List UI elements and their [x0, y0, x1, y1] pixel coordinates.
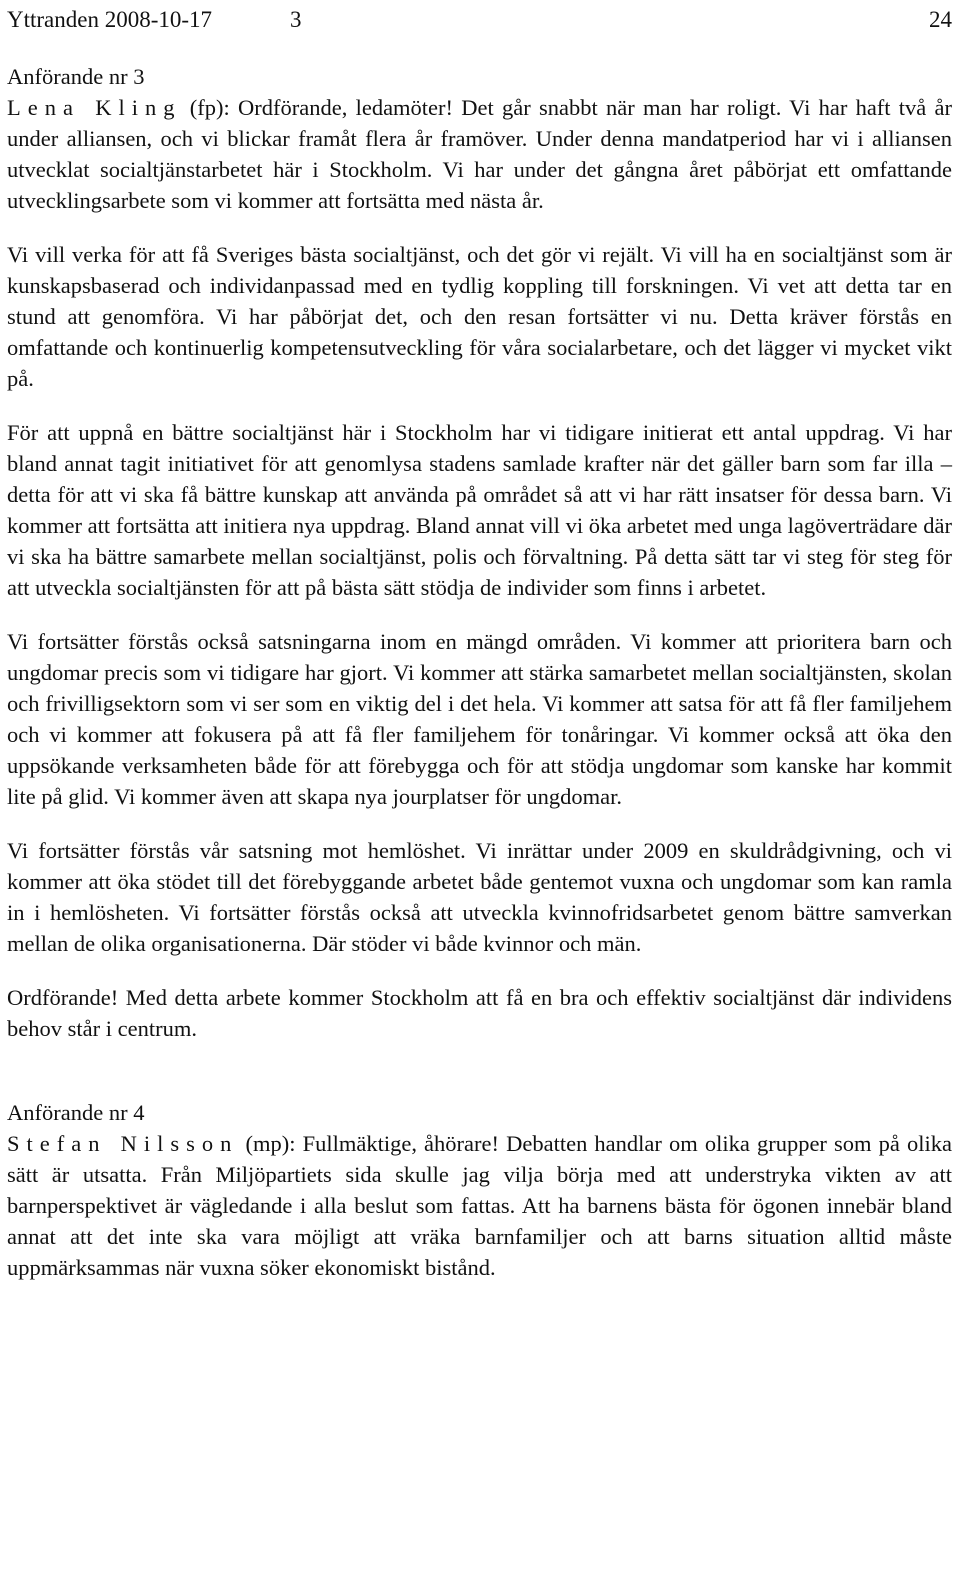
speech-1-paragraph-5: Vi fortsätter förstås vår satsning mot hemlöshet. Vi inrättar under 2009 en skuldrådgivning, och vi kommer att öka stödet till det förebyggande arbetet både gentemot vuxna och ungdomar som kan ramla in i hemlösheten. Vi fortsätter förstås också att utveckla kvinnofridsarbetet genom bättre samverkan mellan de olika organisationerna. Där stöder vi både kvinnor och män.: [7, 838, 952, 956]
speech-1-paragraph-3: För att uppnå en bättre socialtjänst här i Stockholm har vi tidigare initierat ett antal uppdrag. Vi har bland annat tagit initiativet för att genomlysa stadens samlade krafter när det gäller barn som far illa – detta för att vi ska få bättre kunskap att använda på området så att vi har rätt insatser för dessa barn. Vi kommer att fortsätta att initiera nya uppdrag. Bland annat vill vi öka arbetet med unga lagöverträdare där vi ska ha bättre samarbete mellan socialtjänst, polis och förvaltning. På detta sätt tar vi steg för steg för att utveckla socialtjänsten för att på bästa sätt stödja de individer som finns i arbetet.: [7, 420, 952, 600]
speech-heading-2: Anförande nr 4: [7, 1100, 145, 1125]
speech-heading-1: Anförande nr 3: [7, 64, 145, 89]
speaker-party-2: (mp):: [245, 1131, 296, 1156]
document-page: [7, 0, 952, 1283]
header-section-number: 3: [290, 7, 302, 32]
header-date: Yttranden 2008-10-17: [7, 7, 213, 32]
page-header: [7, 0, 952, 40]
speech-2-paragraph-1: [7, 1128, 952, 1283]
speech-1-paragraph-1: [7, 92, 952, 216]
speaker-party-1: (fp):: [189, 95, 230, 120]
paragraph-text: Fullmäktige, åhörare! Debatten handlar om olika grupper som på olika sätt är utsatta. Från Miljöpartiets sida skulle jag vilja börja med att understryka vikten av att barnperspektivet är vägledande i alla beslut som fattas. Att ha barnens bästa för ögonen innebär bland annat att det inte ska vara möjligt att vräka barnfamiljer och att barns situation alltid måste uppmärksammas när vuxna söker ekonomiskt bistånd.: [7, 1131, 952, 1280]
speech-1-paragraph-2: Vi vill verka för att få Sveriges bästa socialtjänst, och det gör vi rejält. Vi vill ha en socialtjänst som är kunskapsbaserad och individanpassad med en tydlig koppling till forskningen. Vi vet att detta tar en stund att genomföra. Vi har påbörjat det, och den resan fortsätter vi nu. Detta kräver förstås en omfattande och kontinuerlig kompetensutveckling för våra socialarbetare, och det lägger vi mycket vikt på.: [7, 242, 952, 391]
speaker-name-1: Lena Kling: [7, 95, 182, 120]
paragraph-text: Ordförande, ledamöter! Det går snabbt när man har roligt. Vi har haft två år under alliansen, och vi blickar framåt flera år framöver. Under denna mandatperiod har vi i alliansen utvecklat socialtjänstarbetet här i Stockholm. Vi har under det gångna året påbörjat ett omfattande utvecklingsarbete som vi kommer att fortsätta med nästa år.: [7, 95, 953, 213]
speaker-name-2: Stefan Nilsson: [7, 1131, 239, 1156]
header-page-number: 24: [929, 7, 952, 32]
speech-1-paragraph-6: Ordförande! Med detta arbete kommer Stockholm att få en bra och effektiv socialtjänst där individens behov står i centrum.: [7, 985, 952, 1041]
speech-1-paragraph-4: Vi fortsätter förstås också satsningarna inom en mängd områden. Vi kommer att prioritera barn och ungdomar precis som vi tidigare har gjort. Vi kommer att stärka samarbetet mellan socialtjänsten, skolan och frivilligsektorn som vi ser som en viktig del i det hela. Vi kommer att satsa för att få fler familjehem och vi kommer att fokusera på att få fler familjehem för tonåringar. Vi kommer också att öka den uppsökande verksamheten både för att förebygga och för att stödja ungdomar som kanske har kommit lite på glid. Vi kommer även att skapa nya jourplatser för ungdomar.: [7, 629, 952, 809]
